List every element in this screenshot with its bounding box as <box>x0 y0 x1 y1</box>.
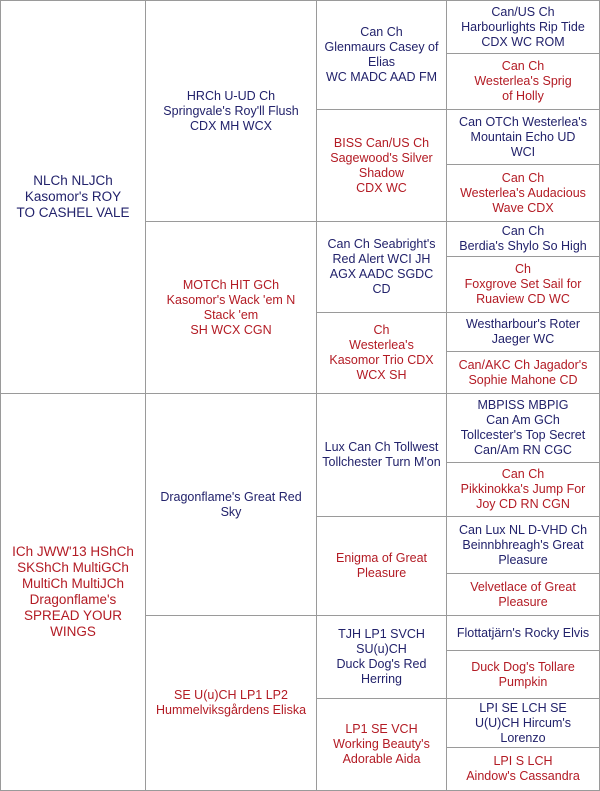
gen4-cell-9: MBPISS MBPIG Can Am GCh Tollcester's Top Secret Can/Am RN CGC <box>446 393 600 463</box>
gen4-cell-4: Can Ch Westerlea's Audacious Wave CDX <box>446 164 600 222</box>
sire-cell: NLCh NLJCh Kasomor's ROY TO CASHEL VALE <box>0 0 146 394</box>
gen4-cell-3: Can OTCh Westerlea's Mountain Echo UD WCI <box>446 109 600 165</box>
dam-sire-dam-cell: Enigma of Great Pleasure <box>316 516 447 616</box>
gen4-cell-2: Can Ch Westerlea's Sprig of Holly <box>446 53 600 110</box>
dam-sire-sire-cell: Lux Can Ch Tollwest Tollchester Turn M'on <box>316 393 447 517</box>
gen4-cell-13: Flottatjärn's Rocky Elvis <box>446 615 600 651</box>
sire-sire-dam-cell: BISS Can/US Ch Sagewood's Silver Shadow CDX WC <box>316 109 447 222</box>
dam-sire-cell: Dragonflame's Great Red Sky <box>145 393 317 616</box>
gen4-cell-7: Westharbour's Roter Jaeger WC <box>446 312 600 352</box>
gen4-cell-6: Ch Foxgrove Set Sail for Ruaview CD WC <box>446 256 600 313</box>
gen4-cell-8: Can/AKC Ch Jagador's Sophie Mahone CD <box>446 351 600 394</box>
sire-sire-cell: HRCh U-UD Ch Springvale's Roy'll Flush CDX MH WCX <box>145 0 317 222</box>
gen4-cell-5: Can Ch Berdia's Shylo So High <box>446 221 600 257</box>
dam-dam-cell: SE U(u)CH LP1 LP2 Hummelviksgårdens Eliska <box>145 615 317 791</box>
dam-cell: ICh JWW'13 HShCh SKShCh MultiGCh MultiCh MultiJCh Dragonflame's SPREAD YOUR WINGS <box>0 393 146 791</box>
sire-dam-sire-cell: Can Ch Seabright's Red Alert WCI JH AGX AADC SGDC CD <box>316 221 447 313</box>
gen4-cell-16: LPI S LCH Aindow's Cassandra <box>446 747 600 791</box>
dam-dam-dam-cell: LP1 SE VCH Working Beauty's Adorable Aida <box>316 698 447 791</box>
gen4-cell-12: Velvetlace of Great Pleasure <box>446 573 600 616</box>
gen4-cell-15: LPI SE LCH SE U(U)CH Hircum's Lorenzo <box>446 698 600 748</box>
sire-sire-sire-cell: Can Ch Glenmaurs Casey of Elias WC MADC AAD FM <box>316 0 447 110</box>
gen4-cell-14: Duck Dog's Tollare Pumpkin <box>446 650 600 699</box>
gen4-cell-10: Can Ch Pikkinokka's Jump For Joy CD RN CGN <box>446 462 600 517</box>
gen4-cell-11: Can Lux NL D-VHD Ch Beinnbhreagh's Great Pleasure <box>446 516 600 574</box>
dam-dam-sire-cell: TJH LP1 SVCH SU(u)CH Duck Dog's Red Herring <box>316 615 447 699</box>
gen4-cell-1: Can/US Ch Harbourlights Rip Tide CDX WC ROM <box>446 0 600 54</box>
sire-dam-dam-cell: Ch Westerlea's Kasomor Trio CDX WCX SH <box>316 312 447 394</box>
sire-dam-cell: MOTCh HIT GCh Kasomor's Wack 'em N Stack 'em SH WCX CGN <box>145 221 317 394</box>
